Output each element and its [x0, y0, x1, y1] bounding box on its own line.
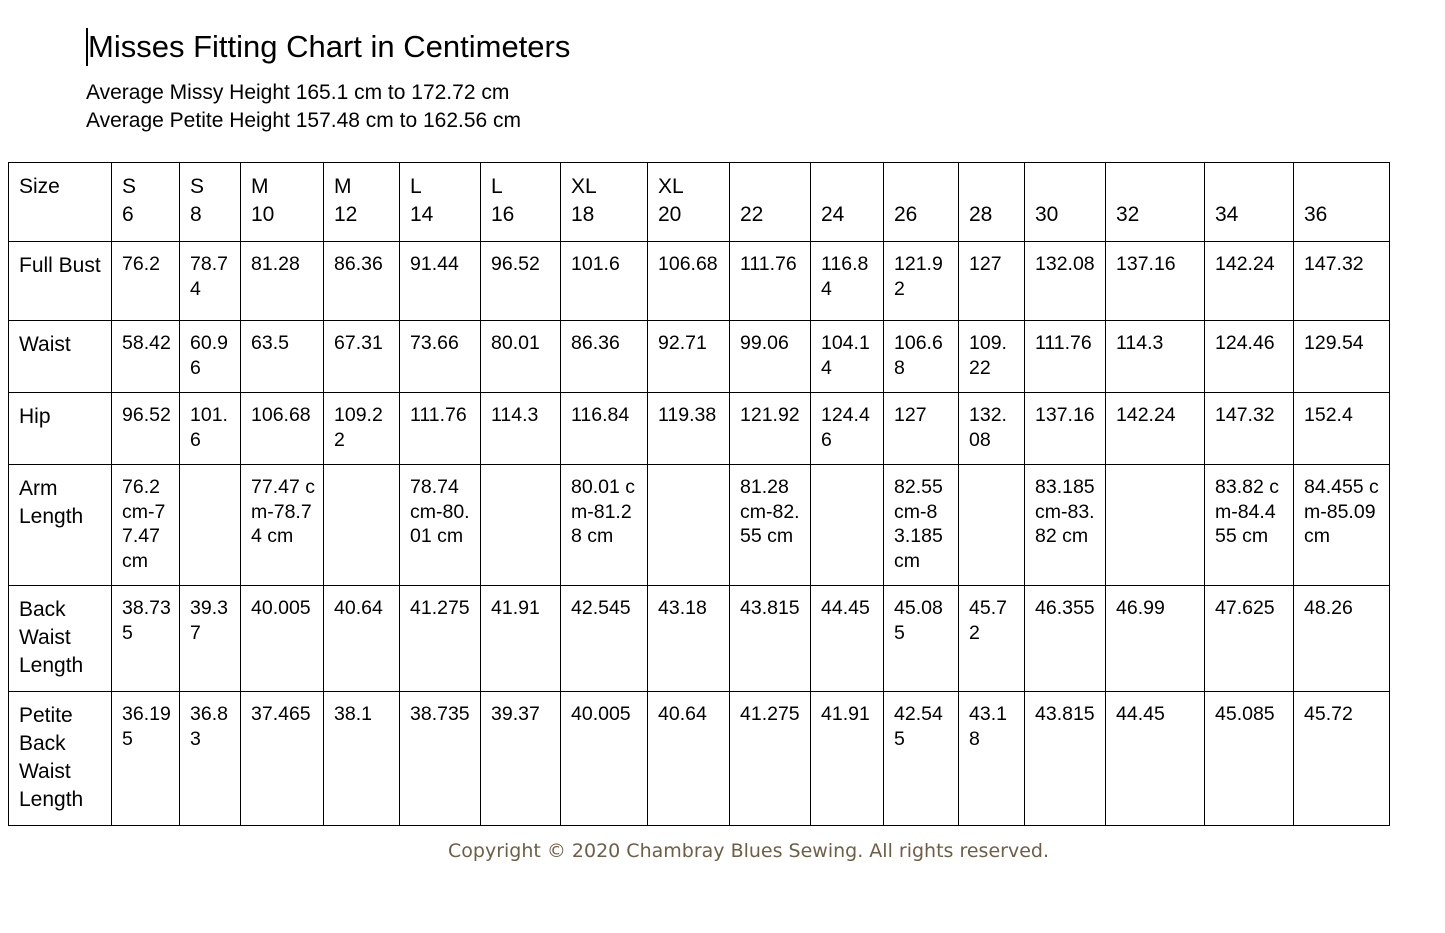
size-header-cell [1294, 163, 1390, 242]
size-letter: L [410, 175, 422, 198]
measurement-cell: 58.42 [112, 321, 180, 393]
row-label: Petite Back Waist Length [9, 692, 112, 826]
copyright-notice: Copyright © 2020 Chambray Blues Sewing. All rights reserved. [448, 840, 1049, 862]
size-number: 30 [1035, 203, 1059, 226]
measurement-cell: 86.36 [324, 242, 400, 321]
measurement-cell: 137.16 [1106, 242, 1205, 321]
size-number: 24 [821, 203, 845, 226]
measurement-cell: 45.72 [959, 586, 1025, 692]
table-row [9, 586, 1390, 692]
measurement-cell: 109.22 [959, 321, 1025, 393]
size-header-cell [481, 163, 561, 242]
size-header-cell [1106, 163, 1205, 242]
measurement-cell: 111.76 [400, 393, 481, 465]
measurement-cell: 38.735 [112, 586, 180, 692]
measurement-cell: 39.37 [481, 692, 561, 826]
measurement-cell: 83.185 cm-83.82 cm [1025, 465, 1106, 586]
measurement-cell: 42.545 [884, 692, 959, 826]
measurement-cell: 101.6 [561, 242, 648, 321]
size-letter: M [334, 175, 352, 198]
measurement-cell: 78.74 cm-80.01 cm [400, 465, 481, 586]
measurement-cell [811, 465, 884, 586]
header-label-cell [9, 163, 112, 242]
table-row [9, 465, 1390, 586]
measurement-cell: 114.3 [481, 393, 561, 465]
size-header-cell [324, 163, 400, 242]
size-header-cell [959, 163, 1025, 242]
measurement-cell: 44.45 [1106, 692, 1205, 826]
size-letter: L [491, 175, 503, 198]
row-label: Full Bust [9, 242, 112, 321]
row-label: Waist [9, 321, 112, 393]
size-header-cell [112, 163, 180, 242]
measurement-cell: 41.91 [481, 586, 561, 692]
measurement-cell: 114.3 [1106, 321, 1205, 393]
measurement-cell: 45.72 [1294, 692, 1390, 826]
measurement-cell [324, 465, 400, 586]
measurement-cell: 84.455 cm-85.09 cm [1294, 465, 1390, 586]
measurement-cell: 38.1 [324, 692, 400, 826]
measurement-cell: 40.64 [648, 692, 730, 826]
size-header-cell [400, 163, 481, 242]
row-label: Hip [9, 393, 112, 465]
measurement-cell: 137.16 [1025, 393, 1106, 465]
measurement-cell: 76.2 [112, 242, 180, 321]
measurement-cell [648, 465, 730, 586]
measurement-cell: 111.76 [730, 242, 811, 321]
size-number: 28 [969, 203, 993, 226]
measurement-cell: 152.4 [1294, 393, 1390, 465]
measurement-cell: 43.18 [959, 692, 1025, 826]
measurement-cell [959, 465, 1025, 586]
measurement-cell: 41.91 [811, 692, 884, 826]
size-letter: S [190, 175, 205, 198]
size-letter: S [122, 175, 137, 198]
petite-height-note: Average Petite Height 157.48 cm to 162.56 cm [86, 109, 522, 132]
measurement-cell: 40.005 [561, 692, 648, 826]
measurement-cell: 46.355 [1025, 586, 1106, 692]
measurement-cell: 142.24 [1106, 393, 1205, 465]
size-number: 6 [122, 203, 134, 226]
row-label: Arm Length [9, 465, 112, 586]
measurement-cell: 104.14 [811, 321, 884, 393]
measurement-cell: 124.46 [1205, 321, 1294, 393]
measurement-cell: 111.76 [1025, 321, 1106, 393]
measurement-cell: 106.68 [241, 393, 324, 465]
size-number: 36 [1304, 203, 1328, 226]
fitting-chart-table [8, 162, 1390, 826]
size-header-cell [1205, 163, 1294, 242]
size-header-cell [561, 163, 648, 242]
size-number: 10 [251, 203, 275, 226]
measurement-cell: 60.96 [180, 321, 241, 393]
measurement-cell: 119.38 [648, 393, 730, 465]
measurement-cell: 91.44 [400, 242, 481, 321]
measurement-cell: 142.24 [1205, 242, 1294, 321]
size-number: 26 [894, 203, 918, 226]
measurement-cell: 78.74 [180, 242, 241, 321]
size-header-cell [648, 163, 730, 242]
size-letter [1116, 173, 1196, 201]
measurement-cell: 39.37 [180, 586, 241, 692]
measurement-cell: 121.92 [730, 393, 811, 465]
measurement-cell: 45.085 [884, 586, 959, 692]
size-number: 14 [410, 203, 434, 226]
measurement-cell: 129.54 [1294, 321, 1390, 393]
measurement-cell: 45.085 [1205, 692, 1294, 826]
size-header-cell [884, 163, 959, 242]
measurement-cell: 83.82 cm-84.455 cm [1205, 465, 1294, 586]
measurement-cell: 46.99 [1106, 586, 1205, 692]
measurement-cell: 116.84 [561, 393, 648, 465]
size-number: 18 [571, 203, 595, 226]
table-row [9, 692, 1390, 826]
size-letter: XL [658, 175, 684, 198]
measurement-cell: 36.195 [112, 692, 180, 826]
page-title: Misses Fitting Chart in Centimeters [88, 29, 571, 64]
measurement-cell: 40.005 [241, 586, 324, 692]
measurement-cell [1106, 465, 1205, 586]
size-letter: M [251, 175, 269, 198]
measurement-cell: 38.735 [400, 692, 481, 826]
measurement-cell: 80.01 cm-81.28 cm [561, 465, 648, 586]
size-letter [894, 173, 950, 201]
size-number: 34 [1215, 203, 1239, 226]
measurement-cell: 44.45 [811, 586, 884, 692]
measurement-cell: 132.08 [959, 393, 1025, 465]
header-label: Size [19, 175, 60, 198]
measurement-cell: 48.26 [1294, 586, 1390, 692]
size-header-cell [811, 163, 884, 242]
measurement-cell: 92.71 [648, 321, 730, 393]
size-header-cell [180, 163, 241, 242]
size-number: 32 [1116, 203, 1140, 226]
measurement-cell: 116.84 [811, 242, 884, 321]
size-header-cell [730, 163, 811, 242]
measurement-cell: 43.815 [730, 586, 811, 692]
measurement-cell: 99.06 [730, 321, 811, 393]
size-letter: XL [571, 175, 597, 198]
size-number: 20 [658, 203, 682, 226]
measurement-cell [481, 465, 561, 586]
missy-height-note: Average Missy Height 165.1 cm to 172.72 cm [86, 81, 510, 104]
measurement-cell: 121.92 [884, 242, 959, 321]
size-number: 12 [334, 203, 358, 226]
measurement-cell: 77.47 cm-78.74 cm [241, 465, 324, 586]
size-letter [969, 173, 1016, 201]
size-header-cell [1025, 163, 1106, 242]
measurement-cell: 109.22 [324, 393, 400, 465]
table-row [9, 242, 1390, 321]
measurement-cell: 41.275 [730, 692, 811, 826]
measurement-cell: 127 [959, 242, 1025, 321]
measurement-cell: 101.6 [180, 393, 241, 465]
measurement-cell: 43.18 [648, 586, 730, 692]
size-number: 16 [491, 203, 515, 226]
measurement-cell: 67.31 [324, 321, 400, 393]
measurement-cell: 124.46 [811, 393, 884, 465]
measurement-cell: 147.32 [1205, 393, 1294, 465]
header-row [9, 163, 1390, 242]
measurement-cell: 42.545 [561, 586, 648, 692]
size-letter [821, 173, 875, 201]
size-header-cell [241, 163, 324, 242]
measurement-cell: 63.5 [241, 321, 324, 393]
measurement-cell: 81.28 cm-82.55 cm [730, 465, 811, 586]
row-label: Back Waist Length [9, 586, 112, 692]
table-row [9, 393, 1390, 465]
table-row [9, 321, 1390, 393]
measurement-cell: 73.66 [400, 321, 481, 393]
measurement-cell: 86.36 [561, 321, 648, 393]
size-number: 8 [190, 203, 202, 226]
measurement-cell: 96.52 [112, 393, 180, 465]
measurement-cell: 106.68 [648, 242, 730, 321]
measurement-cell: 76.2 cm-77.47 cm [112, 465, 180, 586]
measurement-cell: 106.68 [884, 321, 959, 393]
measurement-cell: 47.625 [1205, 586, 1294, 692]
measurement-cell: 81.28 [241, 242, 324, 321]
measurement-cell: 80.01 [481, 321, 561, 393]
measurement-cell: 37.465 [241, 692, 324, 826]
size-letter [740, 173, 802, 201]
size-letter [1304, 173, 1381, 201]
measurement-cell: 127 [884, 393, 959, 465]
size-number: 22 [740, 203, 764, 226]
measurement-cell: 147.32 [1294, 242, 1390, 321]
size-letter [1215, 173, 1285, 201]
size-letter [1035, 173, 1097, 201]
measurement-cell: 41.275 [400, 586, 481, 692]
measurement-cell: 43.815 [1025, 692, 1106, 826]
measurement-cell: 36.83 [180, 692, 241, 826]
measurement-cell [180, 465, 241, 586]
measurement-cell: 132.08 [1025, 242, 1106, 321]
measurement-cell: 40.64 [324, 586, 400, 692]
measurement-cell: 82.55 cm-83.185 cm [884, 465, 959, 586]
measurement-cell: 96.52 [481, 242, 561, 321]
